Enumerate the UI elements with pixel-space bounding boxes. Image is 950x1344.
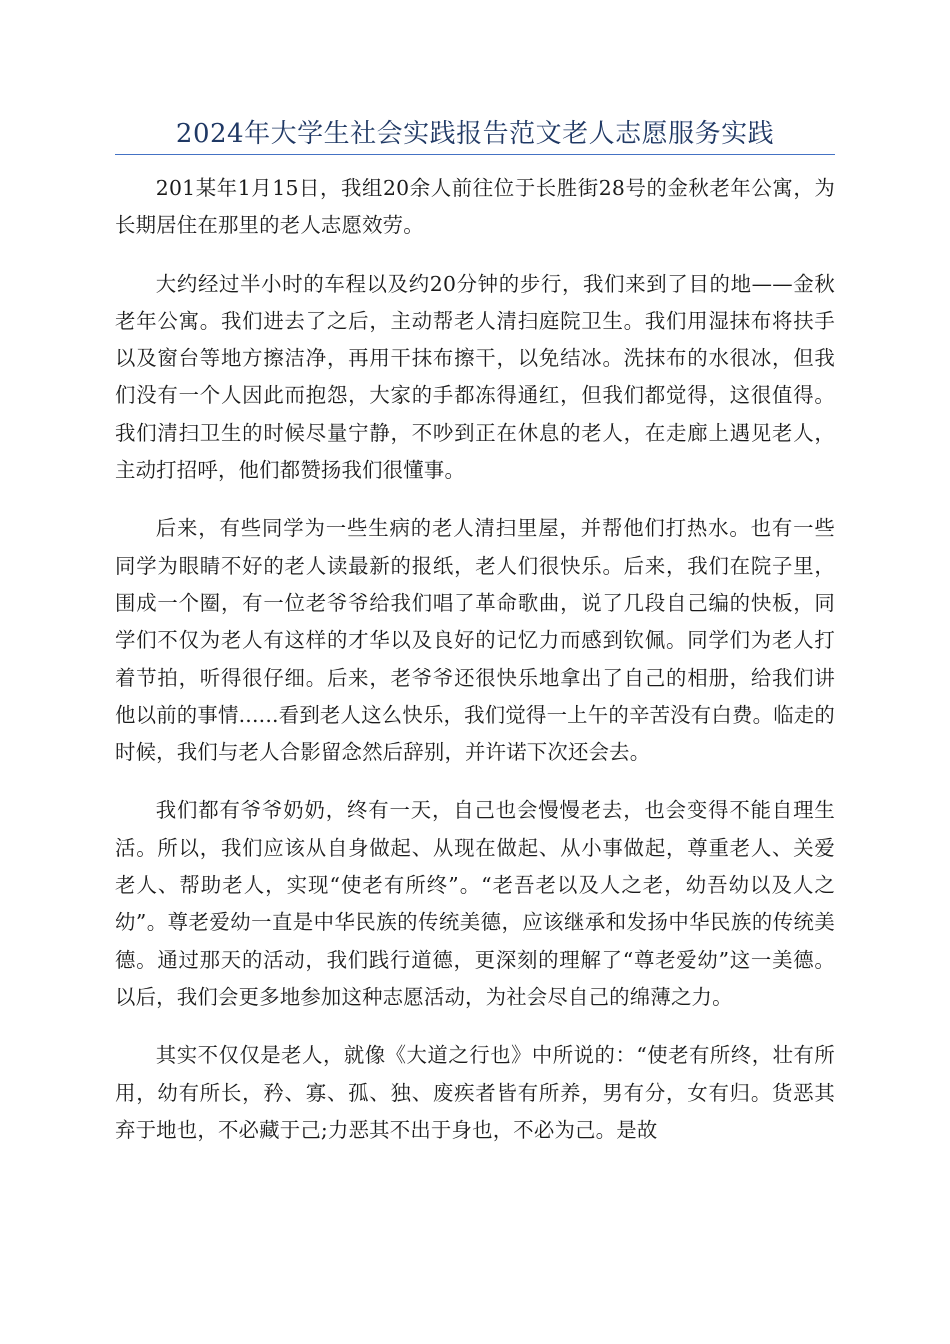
title-underline: [115, 154, 835, 155]
paragraph-5: 其实不仅仅是老人，就像《大道之行也》中所说的：“使老有所终，壮有所用，幼有所长，矜、寡、孤、独、废疾者皆有所养，男有分，女有归。货恶其弃于地也，不必藏于己;力恶其不出于身也，不必为己。是故: [115, 1043, 835, 1142]
paragraph-3: 后来，有些同学为一些生病的老人清扫里屋，并帮他们打热水。也有一些同学为眼睛不好的老人读最新的报纸，老人们很快乐。后来，我们在院子里，围成一个圈，有一位老爷爷给我们唱了革命歌曲，说了几段自己编的快板，同学们不仅为老人有这样的才华以及良好的记忆力而感到钦佩。同学们为老人打着节拍，听得很仔细。后来，老爷爷还很快乐地拿出了自己的相册，给我们讲他以前的事情......看到老人这么快乐，我们觉得一上午的辛苦没有白费。临走的时候，我们与老人合影留念然后辞别，并许诺下次还会去。: [115, 516, 835, 765]
document-title: 2024年大学生社会实践报告范文老人志愿服务实践: [175, 119, 775, 149]
paragraph-2: 大约经过半小时的车程以及约20分钟的步行，我们来到了目的地——金秋老年公寓。我们进去了之后，主动帮老人清扫庭院卫生。我们用湿抹布将扶手以及窗台等地方擦洁净，再用干抹布擦干，以免结冰。洗抹布的水很冰，但我们没有一个人因此而抱怨，大家的手都冻得通红，但我们都觉得，这很值得。我们清扫卫生的时候尽量宁静，不吵到正在休息的老人，在走廊上遇见老人，主动打招呼，他们都赞扬我们很懂事。: [115, 271, 835, 483]
document-body: [115, 170, 835, 1170]
paragraph-1: 201某年1月15日，我组20余人前往位于长胜街28号的金秋老年公寓，为长期居住在那里的老人志愿效劳。: [115, 176, 835, 238]
paragraph-4: 我们都有爷爷奶奶，终有一天，自己也会慢慢老去，也会变得不能自理生活。所以，我们应该从自身做起、从现在做起、从小事做起，尊重老人、关爱老人、帮助老人，实现“使老有所终”。“老吾老以及人之老，幼吾幼以及人之幼”。尊老爱幼一直是中华民族的传统美德，应该继承和发扬中华民族的传统美德。通过那天的活动，我们践行道德，更深刻的理解了“尊老爱幼”这一美德。以后，我们会更多地参加这种志愿活动，为社会尽自己的绵薄之力。: [115, 798, 835, 1009]
